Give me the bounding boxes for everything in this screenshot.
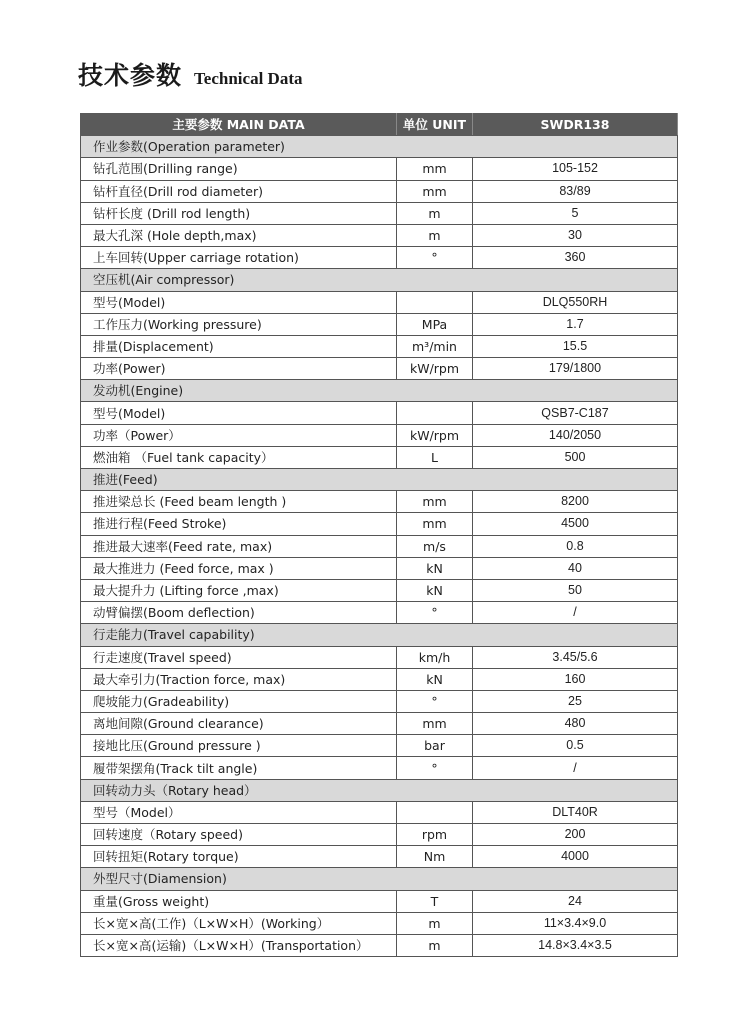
value-cell: / (473, 602, 678, 624)
unit-cell: ° (397, 690, 473, 712)
section-row (81, 269, 678, 291)
value-cell: 160 (473, 668, 678, 690)
table-row (81, 713, 678, 735)
unit-cell: mm (397, 491, 473, 513)
value-cell: 360 (473, 247, 678, 269)
table-row (81, 424, 678, 446)
value-cell: 179/1800 (473, 358, 678, 380)
value-cell: 8200 (473, 491, 678, 513)
table-row (81, 646, 678, 668)
unit-cell: mm (397, 713, 473, 735)
param-label: 型号（Model） (81, 801, 397, 823)
title-english: Technical Data (194, 69, 303, 88)
unit-cell: ° (397, 247, 473, 269)
value-cell: 24 (473, 890, 678, 912)
section-row (81, 868, 678, 890)
value-cell: 5 (473, 202, 678, 224)
section-row (81, 469, 678, 491)
value-cell: DLQ550RH (473, 291, 678, 313)
param-label: 最大牵引力(Traction force, max) (81, 668, 397, 690)
value-cell: 14.8×3.4×3.5 (473, 934, 678, 956)
section-label: 推进(Feed) (81, 469, 678, 491)
table-row (81, 846, 678, 868)
value-cell: 500 (473, 446, 678, 468)
section-label: 发动机(Engine) (81, 380, 678, 402)
param-label: 推进最大速率(Feed rate, max) (81, 535, 397, 557)
header-unit: 单位 UNIT (397, 114, 473, 136)
param-label: 推进行程(Feed Stroke) (81, 513, 397, 535)
param-label: 履带架摆角(Track tilt angle) (81, 757, 397, 779)
section-row (81, 624, 678, 646)
value-cell: 50 (473, 579, 678, 601)
section-label: 外型尺寸(Diamension) (81, 868, 678, 890)
table-row (81, 158, 678, 180)
unit-cell: MPa (397, 313, 473, 335)
value-cell: 4500 (473, 513, 678, 535)
table-row (81, 557, 678, 579)
page-title (78, 56, 302, 96)
section-label: 空压机(Air compressor) (81, 269, 678, 291)
unit-cell: m/s (397, 535, 473, 557)
section-label: 行走能力(Travel capability) (81, 624, 678, 646)
unit-cell (397, 801, 473, 823)
unit-cell: kW/rpm (397, 358, 473, 380)
table-row (81, 335, 678, 357)
table-row (81, 247, 678, 269)
param-label: 上车回转(Upper carriage rotation) (81, 247, 397, 269)
table-row (81, 535, 678, 557)
param-label: 动臂偏摆(Boom deflection) (81, 602, 397, 624)
unit-cell (397, 402, 473, 424)
table-row (81, 690, 678, 712)
param-label: 最大提升力 (Lifting force ,max) (81, 579, 397, 601)
value-cell: 105-152 (473, 158, 678, 180)
table-row (81, 491, 678, 513)
param-label: 钻杆直径(Drill rod diameter) (81, 180, 397, 202)
value-cell: 0.8 (473, 535, 678, 557)
section-row (81, 380, 678, 402)
param-label: 重量(Gross weight) (81, 890, 397, 912)
table-row (81, 801, 678, 823)
section-row (81, 779, 678, 801)
header-main-data: 主要参数 MAIN DATA (81, 114, 397, 136)
table-row (81, 890, 678, 912)
table-row (81, 579, 678, 601)
param-label: 接地比压(Ground pressure ) (81, 735, 397, 757)
unit-cell: ° (397, 602, 473, 624)
value-cell: 1.7 (473, 313, 678, 335)
table-row (81, 291, 678, 313)
table-row (81, 668, 678, 690)
param-label: 燃油箱 （Fuel tank capacity） (81, 446, 397, 468)
title-chinese: 技术参数 (78, 61, 183, 90)
unit-cell: m (397, 202, 473, 224)
param-label: 回转速度（Rotary speed) (81, 824, 397, 846)
table-body (81, 136, 678, 957)
param-label: 回转扭矩(Rotary torque) (81, 846, 397, 868)
unit-cell: Nm (397, 846, 473, 868)
value-cell: / (473, 757, 678, 779)
table-row (81, 180, 678, 202)
param-label: 功率(Power) (81, 358, 397, 380)
unit-cell: kN (397, 579, 473, 601)
value-cell: 480 (473, 713, 678, 735)
param-label: 最大推进力 (Feed force, max ) (81, 557, 397, 579)
unit-cell: m (397, 912, 473, 934)
table-row (81, 824, 678, 846)
value-cell: 30 (473, 224, 678, 246)
param-label: 工作压力(Working pressure) (81, 313, 397, 335)
unit-cell: kN (397, 557, 473, 579)
table-row (81, 757, 678, 779)
unit-cell: kN (397, 668, 473, 690)
value-cell: 11×3.4×9.0 (473, 912, 678, 934)
param-label: 长×宽×高(运输)（L×W×H）(Transportation） (81, 934, 397, 956)
table-row (81, 602, 678, 624)
value-cell: 15.5 (473, 335, 678, 357)
param-label: 型号(Model) (81, 291, 397, 313)
param-label: 长×宽×高(工作)（L×W×H）(Working） (81, 912, 397, 934)
param-label: 爬坡能力(Gradeability) (81, 690, 397, 712)
table-row (81, 912, 678, 934)
unit-cell: mm (397, 513, 473, 535)
table-header (81, 114, 678, 136)
table-row (81, 513, 678, 535)
unit-cell: m³/min (397, 335, 473, 357)
param-label: 钻杆长度 (Drill rod length) (81, 202, 397, 224)
table-row (81, 202, 678, 224)
value-cell: 3.45/5.6 (473, 646, 678, 668)
value-cell: 0.5 (473, 735, 678, 757)
section-label: 回转动力头（Rotary head） (81, 779, 678, 801)
value-cell: 83/89 (473, 180, 678, 202)
unit-cell: m (397, 224, 473, 246)
section-label: 作业参数(Operation parameter) (81, 136, 678, 158)
param-label: 钻孔范围(Drilling range) (81, 158, 397, 180)
unit-cell: rpm (397, 824, 473, 846)
table-row (81, 224, 678, 246)
unit-cell (397, 291, 473, 313)
value-cell: 4000 (473, 846, 678, 868)
param-label: 推进梁总长 (Feed beam length ) (81, 491, 397, 513)
unit-cell: km/h (397, 646, 473, 668)
table-row (81, 446, 678, 468)
value-cell: 25 (473, 690, 678, 712)
unit-cell: mm (397, 158, 473, 180)
param-label: 最大孔深 (Hole depth,max) (81, 224, 397, 246)
param-label: 行走速度(Travel speed) (81, 646, 397, 668)
value-cell: 40 (473, 557, 678, 579)
param-label: 型号(Model) (81, 402, 397, 424)
unit-cell: T (397, 890, 473, 912)
table-row (81, 358, 678, 380)
param-label: 功率（Power） (81, 424, 397, 446)
param-label: 离地间隙(Ground clearance) (81, 713, 397, 735)
param-label: 排量(Displacement) (81, 335, 397, 357)
value-cell: DLT40R (473, 801, 678, 823)
value-cell: 140/2050 (473, 424, 678, 446)
table-row (81, 735, 678, 757)
unit-cell: ° (397, 757, 473, 779)
section-row (81, 136, 678, 158)
table-row (81, 934, 678, 956)
header-model: SWDR138 (473, 114, 678, 136)
technical-data-table (80, 113, 678, 957)
unit-cell: L (397, 446, 473, 468)
unit-cell: m (397, 934, 473, 956)
value-cell: 200 (473, 824, 678, 846)
unit-cell: mm (397, 180, 473, 202)
table-row (81, 402, 678, 424)
unit-cell: bar (397, 735, 473, 757)
value-cell: QSB7-C187 (473, 402, 678, 424)
table-row (81, 313, 678, 335)
unit-cell: kW/rpm (397, 424, 473, 446)
